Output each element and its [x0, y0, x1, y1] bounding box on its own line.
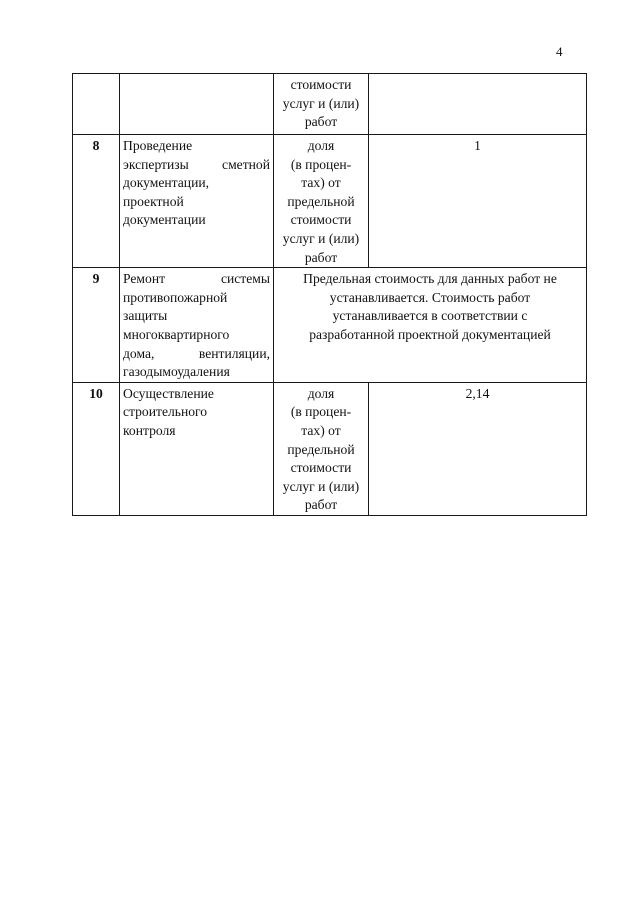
unit-line: работ: [304, 497, 338, 513]
note-line: устанавливается. Стоимость работ: [329, 289, 531, 305]
table-row-8: [73, 135, 587, 268]
row-number-cell: 9: [73, 268, 120, 383]
name-line: строительного: [123, 404, 208, 420]
name-line: дома, вентиляции,: [123, 345, 270, 361]
value-cell: [369, 74, 587, 135]
unit-line: стоимости: [290, 460, 352, 476]
unit-line: работ: [304, 249, 338, 265]
table-row-continued: [73, 74, 587, 135]
name-line: многоквартирного: [123, 326, 230, 342]
name-line: проектной: [123, 193, 184, 209]
name-line: контроля: [123, 422, 176, 438]
unit-line: предельной: [287, 441, 355, 457]
name-line: документации,: [123, 175, 210, 191]
unit-line: предельной: [287, 193, 355, 209]
unit-cell: [274, 382, 369, 515]
table-row-9: [73, 268, 587, 383]
service-name-cell: [120, 135, 274, 268]
name-line: защиты: [123, 308, 168, 324]
unit-line: услуг и (или): [282, 230, 360, 246]
note-line: устанавливается в соответствии с: [332, 308, 528, 324]
name-line: противопожарной: [123, 289, 228, 305]
page-number: 4: [556, 44, 563, 59]
unit-line: стоимости: [290, 77, 352, 92]
row-number-cell: [73, 74, 120, 135]
name-line: документации: [123, 212, 206, 228]
service-name-cell: [120, 382, 274, 515]
name-line: Осуществление: [123, 385, 214, 401]
rates-table: [72, 73, 587, 516]
name-line: газодымоудаления: [123, 364, 230, 380]
row-number-cell: 8: [73, 135, 120, 268]
name-line: экспертизы сметной: [123, 156, 270, 172]
unit-cell: [274, 74, 369, 135]
unit-line: работ: [304, 114, 338, 130]
unit-line: тах) от: [301, 175, 341, 191]
unit-line: услуг и (или): [282, 478, 360, 494]
unit-line: доля: [307, 385, 335, 401]
unit-cell: [274, 135, 369, 268]
unit-line: доля: [307, 138, 335, 153]
name-line: Ремонт системы: [123, 271, 270, 287]
table-row-10: [73, 382, 587, 515]
unit-line: (в процен-: [290, 156, 352, 172]
value-cell: 1: [369, 135, 587, 268]
unit-line: стоимости: [290, 212, 352, 228]
row-number-cell: 10: [73, 382, 120, 515]
unit-line: услуг и (или): [282, 95, 360, 111]
value-cell: 2,14: [369, 382, 587, 515]
note-line: Предельная стоимость для данных работ не: [303, 271, 557, 287]
name-line: Проведение: [123, 138, 193, 153]
service-name-cell: [120, 268, 274, 383]
price-note-cell: [274, 268, 587, 383]
note-line: разработанной проектной документацией: [309, 326, 551, 342]
service-name-cell: [120, 74, 274, 135]
unit-line: тах) от: [301, 422, 341, 438]
unit-line: (в процен-: [290, 404, 352, 420]
